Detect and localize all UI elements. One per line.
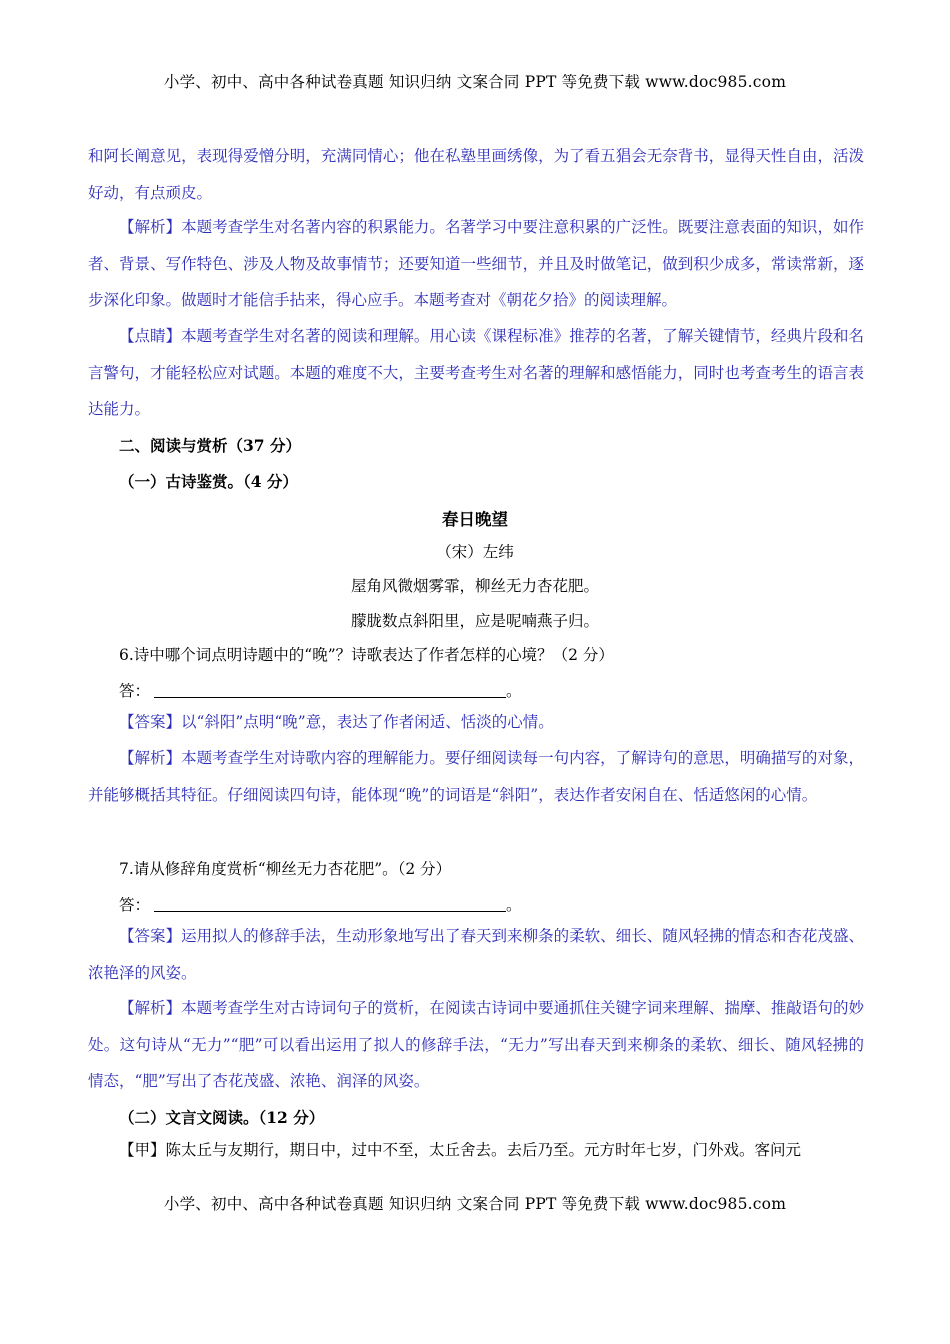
- page-footer: 小学、初中、高中各种试卷真题 知识归纳 文案合同 PPT 等免费下载 www.doc985.com: [163, 1195, 787, 1213]
- answer-blank[interactable]: [154, 683, 506, 698]
- poem-title: 春日晚望: [442, 510, 508, 529]
- section-2-title: 二、阅读与赏析（37 分）: [119, 436, 301, 455]
- answer-label: 答：: [119, 682, 151, 700]
- poem-line-2: 朦胧数点斜阳里，应是呢喃燕子归。: [350, 612, 599, 630]
- question-6: 6.诗中哪个词点明诗题中的“晚”？诗歌表达了作者怎样的心境？（2 分）: [119, 646, 614, 664]
- question-6-answer-line: [119, 679, 522, 701]
- answer-end: 。: [506, 682, 522, 700]
- answer-blank[interactable]: [154, 897, 506, 912]
- answer-label: 答：: [119, 896, 151, 914]
- part-2-title: （二）文言文阅读。（12 分）: [119, 1108, 325, 1127]
- question-7-analysis: 【解析】本题考查学生对古诗词句子的赏析，在阅读古诗词中要通抓住关键字词来理解、揣摩、推敲语句的妙处。这句诗从“无力”“肥”可以看出运用了拟人的修辞手法，“无力”写出春天到来柳条的柔软、细长、随风轻拂的情态，“肥”写出了杏花茂盛、浓艳、润泽的风姿。: [88, 999, 864, 1090]
- page-header: 小学、初中、高中各种试卷真题 知识归纳 文案合同 PPT 等免费下载 www.doc985.com: [163, 73, 787, 91]
- part-1-title: （一）古诗鉴赏。（4 分）: [119, 472, 298, 491]
- answer-end: 。: [506, 896, 522, 914]
- question-7: 7.请从修辞角度赏析“柳丝无力杏花肥”。（2 分）: [119, 860, 452, 878]
- poem-author: （宋）左纬: [436, 543, 514, 561]
- question-7-answer-line: [119, 893, 522, 915]
- intro-analysis: 【解析】本题考查学生对名著内容的积累能力。名著学习中要注意积累的广泛性。既要注意表面的知识，如作者、背景、写作特色、涉及人物及故事情节；还要知道一些细节，并且及时做笔记，做到积少成多，常读常新，逐步深化印象。做题时才能信手拈来，得心应手。本题考查对《朝花夕拾》的阅读理解。: [88, 218, 864, 309]
- intro-comment: 【点睛】本题考查学生对名著的阅读和理解。用心读《课程标准》推荐的名著，了解关键情节，经典片段和名言警句，才能轻松应对试题。本题的难度不大，主要考查考生对名著的理解和感悟能力，同时也考查考生的语言表达能力。: [88, 327, 864, 418]
- question-7-answer: 【答案】运用拟人的修辞手法，生动形象地写出了春天到来柳条的柔软、细长、随风轻拂的情态和杏花茂盛、浓艳泽的风姿。: [88, 927, 864, 982]
- poem-line-1: 屋角风微烟雾霏，柳丝无力杏花肥。: [350, 577, 599, 595]
- passage-jia: 【甲】陈太丘与友期行，期日中，过中不至，太丘舍去。去后乃至。元方时年七岁，门外戏。客问元: [119, 1141, 802, 1159]
- question-6-answer: 【答案】以“斜阳”点明“晚”意，表达了作者闲适、恬淡的心情。: [119, 713, 554, 731]
- intro-continuation: 和阿长阐意见，表现得爱憎分明，充满同情心；他在私塾里画绣像，为了看五猖会无奈背书，显得天性自由，活泼好动，有点顽皮。: [88, 147, 864, 202]
- question-6-analysis: 【解析】本题考查学生对诗歌内容的理解能力。要仔细阅读每一句内容，了解诗句的意思，明确描写的对象，并能够概括其特征。仔细阅读四句诗，能体现“晚”的词语是“斜阳”，表达作者安闲自在、恬适悠闲的心情。: [88, 749, 864, 804]
